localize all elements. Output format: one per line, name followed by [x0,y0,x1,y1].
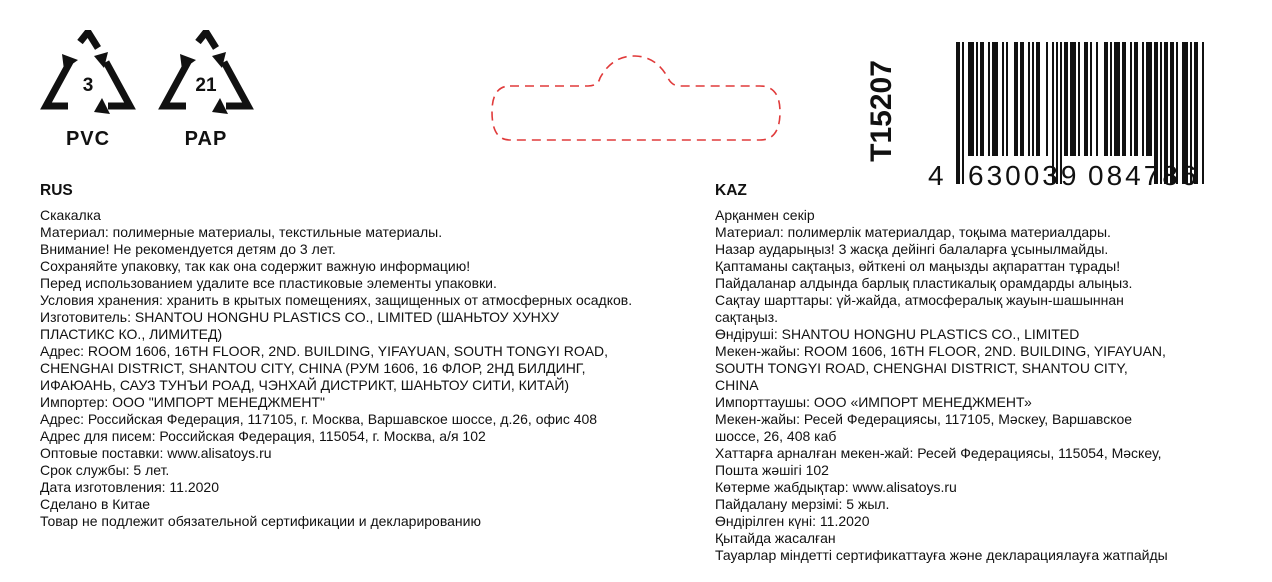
kaz-text-line: Импорттаушы: ООО «ИМПОРТ МЕНЕДЖМЕНТ» [715,394,1032,410]
recycling-pvc-symbol [38,30,138,150]
recycling-code: PAP [184,128,228,150]
kaz-text-line: Қытайда жасалған [715,530,836,546]
kaz-text-line: шоссе, 26, 408 каб [715,428,837,444]
barcode-bar [976,42,978,156]
kaz-text-line: Мекен-жайы: ROOM 1606, 16TH FLOOR, 2ND. BUILDING, YIFAYUAN, [715,343,1166,359]
barcode-bar [1142,42,1144,156]
kaz-text-line: Мекен-жайы: Ресей Федерациясы, 117105, Мәскеу, Варшавское [715,411,1133,427]
kaz-language-heading: KAZ [715,182,747,199]
barcode-bar [962,42,964,184]
rus-lines [40,207,710,530]
barcode-bar [1032,42,1034,156]
kaz-text-line: Өндіруші: SHANTOU HONGHU PLASTICS CO., LIMITED [715,326,1080,342]
barcode-bar [1202,42,1204,184]
barcode-bar [1084,42,1088,156]
barcode-bar [1036,42,1040,156]
barcode-bar [1006,42,1008,156]
rus-text-line: ИФАЮАНЬ, САУЗ ТУНЪИ РОАД, ЧЭНХАЙ ДИСТРИКТ, ШАНЬТОУ СИТИ, КИТАЙ) [40,377,570,393]
kaz-text-line: CHINA [715,377,759,393]
kaz-text-line: Пошта жәшігі 102 [715,462,829,478]
rus-text-line: Сохраняйте упаковку, так как она содержит важную информацию! [40,258,471,274]
barcode-bar [980,42,984,156]
recycling-code: PVC [65,128,111,150]
kaz-text-line: Назар аударыңыз! 3 жасқа дейінгі балаларға ұсынылмайды. [715,241,1109,257]
barcode-bar [992,42,998,156]
barcode [928,42,1218,192]
barcode-bar [1064,42,1068,156]
barcode-first-digit: 4 [928,160,946,191]
kaz-text-line: Арқанмен секір [715,207,815,223]
rus-language-heading: RUS [40,182,73,199]
barcode-bar [1090,42,1092,156]
rus-text-line: ПЛАСТИКС КО., ЛИМИТЕД) [40,326,223,342]
kaz-text-line: Өндірілген күні: 11.2020 [715,513,870,529]
rus-text-line: Импортер: ООО "ИМПОРТ МЕНЕДЖМЕНТ" [40,394,325,410]
recycling-pap-symbol [156,30,256,150]
rus-text-line: Адрес: ROOM 1606, 16TH FLOOR, 2ND. BUILDING, YIFAYUAN, SOUTH TONGYI ROAD, [40,343,609,359]
kaz-lines [715,207,1235,564]
rus-text-line: Материал: полимерные материалы, текстильные материалы. [40,224,443,240]
rus-text-line: Перед использованием удалите все пластиковые элементы упаковки. [40,275,497,291]
barcode-bar [956,42,960,184]
article-code [862,60,902,162]
rus-text-line: Условия хранения: хранить в крытых помещениях, защищенных от атмосферных осадков. [40,292,633,308]
rus-text-line: CHENGHAI DISTRICT, SHANTOU CITY, CHINA (РУМ 1606, 16 ФЛОР, 2НД БИЛДИНГ, [40,360,586,376]
barcode-bar [1046,42,1048,156]
barcode-bar [1096,42,1098,156]
kaz-text-line: Тауарлар міндетті сертификаттауға және декларациялауға жатпайды [715,547,1168,563]
barcode-bar [1110,42,1112,156]
kaz-text-line: Пайдалану мерзімі: 5 жыл. [715,496,890,512]
kaz-text-line: SOUTH TONGYI ROAD, CHENGHAI DISTRICT, SHANTOU CITY, [715,360,1128,376]
barcode-left-digits: 630039 [968,160,1080,191]
article-code-text: T15207 [865,60,898,162]
rus-text-line: Изготовитель: SHANTOU HONGHU PLASTICS CO., LIMITED (ШАНЬТОУ ХУНХУ [40,309,560,325]
rus-text-block [40,182,710,530]
barcode-bar [968,42,974,156]
barcode-bar [1114,42,1120,156]
barcode-bar [1122,42,1126,156]
barcode-bar [1028,42,1030,156]
kaz-text-block [715,182,1235,564]
barcode-bar [1070,42,1076,156]
rus-text-line: Товар не подлежит обязательной сертификации и декларированию [40,513,481,529]
kaz-text-line: Қаптаманы сақтаңыз, өйткені ол маңызды ақпараттан тұрады! [715,258,1121,274]
rus-text-line: Дата изготовления: 11.2020 [40,479,219,495]
rus-text-line: Срок службы: 5 лет. [40,462,170,478]
barcode-bar [1078,42,1080,156]
rus-text-line: Оптовые поставки: www.alisatoys.ru [40,445,272,461]
rus-text-line: Скакалка [40,207,101,223]
kaz-text-line: Хаттарға арналған мекен-жай: Ресей Федерациясы, 115054, Мәскеу, [715,445,1162,461]
barcode-bar [1104,42,1108,156]
barcode-bar [1020,42,1024,156]
barcode-bar [1014,42,1018,156]
barcode-right-digits: 084786 [1088,160,1200,191]
rus-text-line: Адрес для писем: Российская Федерация, 115054, г. Москва, а/я 102 [40,428,486,444]
recycling-number: 3 [82,75,94,96]
recycling-number: 21 [195,75,217,96]
rus-text-line: Сделано в Китае [40,496,151,512]
kaz-text-line: Материал: полимерлік материалдар, тоқыма материалдары. [715,224,1111,240]
rus-text-line: Адрес: Российская Федерация, 117105, г. Москва, Варшавское шоссе, д.26, офис 408 [40,411,598,427]
hang-hole-cutout [488,54,784,146]
barcode-bar [1002,42,1004,156]
kaz-text-line: Пайдаланар алдында барлық пластикалық орамдарды алыңыз. [715,275,1133,291]
kaz-text-line: Көтерме жабдықтар: www.alisatoys.ru [715,479,957,495]
kaz-text-line: Сақтау шарттары: үй-жайда, атмосфералық жауын-шашыннан [715,292,1124,308]
rus-text-line: Внимание! Не рекомендуется детям до 3 лет. [40,241,336,257]
barcode-bar [1134,42,1138,156]
barcode-bar [1130,42,1132,156]
barcode-bar [1146,42,1152,156]
kaz-text-line: сақтаңыз. [715,309,779,325]
barcode-bar [988,42,990,156]
